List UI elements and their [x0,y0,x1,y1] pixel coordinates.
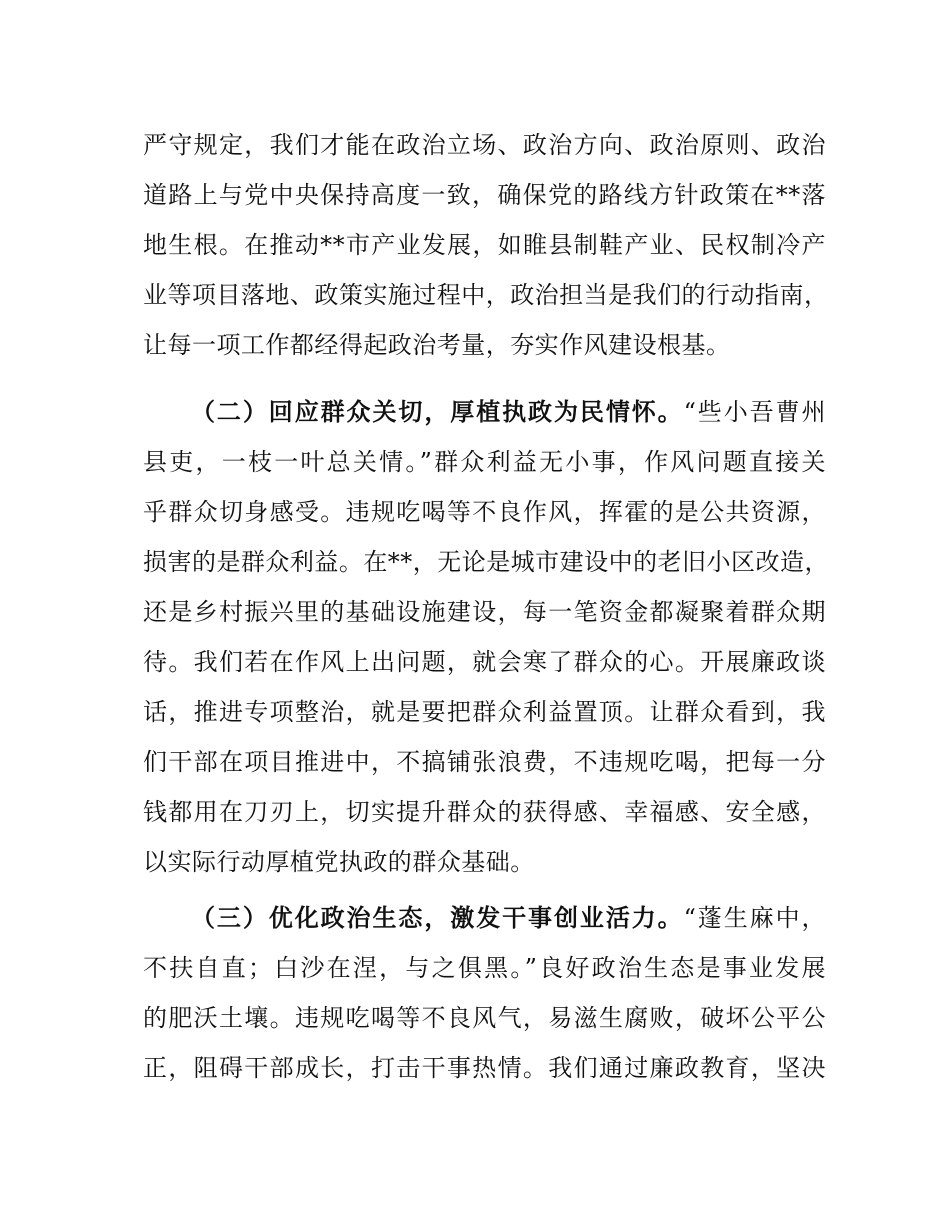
paragraph-3-first-line-rest: “蓬生麻中， [683,904,826,932]
paragraph-2-line: 县吏，一枝一叶总关情。”群众利益无小事，作风问题直接关 [143,448,826,476]
paragraph-2-line: 们干部在项目推进中，不搞铺张浪费，不违规吃喝，把每一分 [143,748,826,776]
paragraph-3 [143,893,826,1093]
paragraph-1-line: 严守规定，我们才能在政治立场、政治方向、政治原则、政治 [143,131,826,159]
paragraph-2-line: 以实际行动厚植党执政的群众基础。 [143,848,535,876]
paragraph-2-first-line-rest: “些小吾曹州 [683,398,826,426]
paragraph-3-first-line [143,893,826,943]
paragraph-2-line: 待。我们若在作风上出问题，就会寒了群众的心。开展廉政谈 [143,648,826,676]
paragraph-2-first-line [143,387,826,437]
paragraph-3-line: 正，阻碍干部成长，打击干事热情。我们通过廉政教育，坚决 [143,1054,826,1082]
paragraph-1-line: 道路上与党中央保持高度一致，确保党的路线方针政策在**落 [143,181,826,209]
paragraph-2-line: 钱都用在刀刃上，切实提升群众的获得感、幸福感、安全感， [143,798,826,826]
paragraph-2-line: 损害的是群众利益。在**，无论是城市建设中的老旧小区改造， [143,548,829,576]
paragraph-1-line: 让每一项工作都经得起政治考量，夯实作风建设根基。 [143,331,731,359]
paragraph-2-line: 乎群众切身感受。违规吃喝等不良作风，挥霍的是公共资源， [143,498,826,526]
paragraph-3-line: 的肥沃土壤。违规吃喝等不良风气，易滋生腐败，破坏公平公 [143,1004,826,1032]
paragraph-1 [143,120,829,370]
paragraph-1-line: 地生根。在推动**市产业发展，如睢县制鞋产业、民权制冷产 [143,231,826,259]
paragraph-1-line: 业等项目落地、政策实施过程中，政治担当是我们的行动指南， [143,281,829,309]
paragraph-2-line: 话，推进专项整治，就是要把群众利益置顶。让群众看到，我 [143,698,826,726]
paragraph-2 [143,387,829,887]
section-heading-3: （三）优化政治生态，激发干事创业活力。 [191,904,684,932]
section-heading-2: （二）回应群众关切，厚植执政为民情怀。 [191,398,684,426]
paragraph-3-line: 不扶自直；白沙在涅，与之俱黑。”良好政治生态是事业发展 [143,954,826,982]
paragraph-2-line: 还是乡村振兴里的基础设施建设，每一笔资金都凝聚着群众期 [143,598,826,626]
